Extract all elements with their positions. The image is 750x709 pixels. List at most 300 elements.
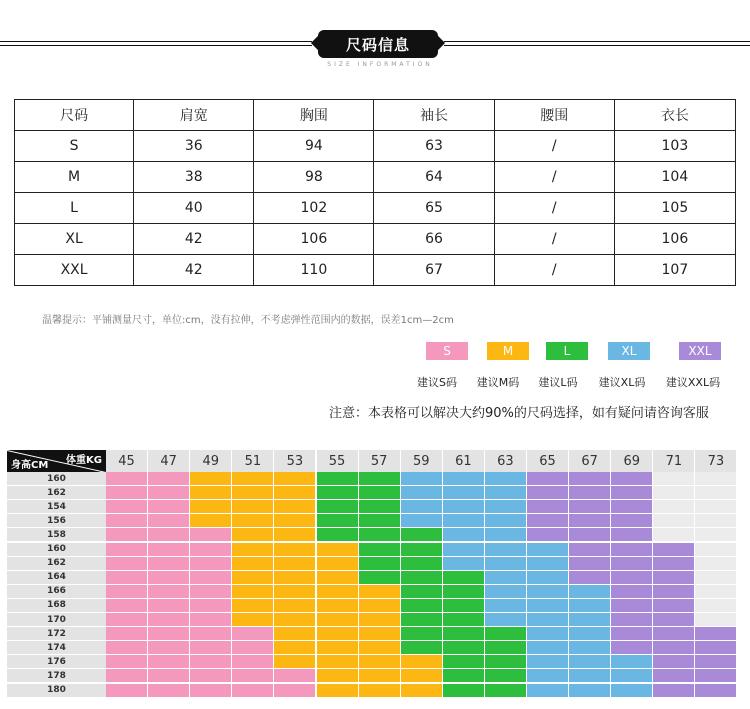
grid-cell-xxl	[569, 571, 611, 585]
weight-header: 55	[317, 450, 359, 472]
grid-cell-m	[317, 641, 359, 655]
grid-cell-s	[148, 655, 190, 669]
weight-header: 51	[232, 450, 274, 472]
grid-cell-l	[443, 684, 485, 698]
grid-cell-empty	[695, 514, 737, 528]
grid-cell-m	[317, 557, 359, 571]
grid-cell-l	[317, 514, 359, 528]
grid-cell-l	[443, 669, 485, 683]
grid-cell-xl	[527, 585, 569, 599]
grid-cell-xl	[485, 486, 527, 500]
grid-cell-s	[190, 684, 232, 698]
grid-cell-s	[232, 684, 274, 698]
height-header: 174	[7, 641, 106, 655]
grid-cell-l	[359, 528, 401, 542]
grid-cell-s	[148, 627, 190, 641]
table-cell: XL	[15, 224, 134, 255]
grid-cell-l	[317, 500, 359, 514]
height-header: 180	[7, 684, 106, 698]
grid-cell-xl	[569, 599, 611, 613]
table-cell: 103	[614, 131, 735, 162]
grid-cell-xl	[569, 627, 611, 641]
grid-cell-m	[232, 585, 274, 599]
grid-cell-xl	[527, 543, 569, 557]
grid-cell-m	[359, 613, 401, 627]
grid-cell-xxl	[611, 514, 653, 528]
weight-header: 53	[274, 450, 316, 472]
height-header: 176	[7, 655, 106, 669]
header-cell: 胸围	[254, 100, 374, 131]
accuracy-note: 注意：本表格可以解决大约90%的尺码选择，如有疑问请咨询客服	[329, 406, 709, 421]
table-cell: L	[15, 193, 134, 224]
grid-cell-m	[359, 684, 401, 698]
grid-cell-m	[317, 627, 359, 641]
grid-cell-s	[148, 472, 190, 486]
table-cell: 67	[374, 255, 494, 286]
grid-cell-m	[317, 655, 359, 669]
grid-cell-m	[317, 571, 359, 585]
grid-cell-xl	[569, 669, 611, 683]
grid-cell-m	[274, 543, 316, 557]
grid-cell-xl	[527, 684, 569, 698]
grid-cell-empty	[695, 571, 737, 585]
grid-cell-l	[401, 543, 443, 557]
grid-cell-s	[190, 641, 232, 655]
grid-cell-xxl	[611, 641, 653, 655]
grid-cell-xl	[485, 528, 527, 542]
grid-cell-empty	[653, 500, 695, 514]
grid-cell-s	[190, 627, 232, 641]
grid-cell-m	[274, 655, 316, 669]
grid-cell-xl	[485, 543, 527, 557]
grid-cell-m	[274, 627, 316, 641]
grid-cell-s	[106, 613, 148, 627]
table-cell: S	[15, 131, 134, 162]
grid-cell-xxl	[653, 543, 695, 557]
grid-cell-s	[190, 655, 232, 669]
grid-cell-s	[148, 613, 190, 627]
grid-cell-xxl	[653, 655, 695, 669]
grid-cell-xxl	[695, 669, 737, 683]
table-row	[15, 131, 736, 162]
grid-cell-m	[232, 486, 274, 500]
grid-cell-xl	[443, 557, 485, 571]
grid-cell-l	[401, 571, 443, 585]
grid-cell-l	[485, 684, 527, 698]
grid-cell-m	[232, 571, 274, 585]
table-cell: 104	[614, 162, 735, 193]
grid-cell-l	[359, 514, 401, 528]
height-header: 162	[7, 486, 106, 500]
table-row	[15, 162, 736, 193]
grid-cell-xl	[401, 500, 443, 514]
grid-cell-xxl	[527, 472, 569, 486]
grid-cell-m	[359, 669, 401, 683]
grid-cell-l	[443, 571, 485, 585]
grid-cell-xxl	[653, 599, 695, 613]
grid-cell-m	[190, 472, 232, 486]
grid-cell-xxl	[611, 557, 653, 571]
grid-cell-xxl	[653, 613, 695, 627]
grid-cell-s	[148, 543, 190, 557]
grid-cell-xxl	[653, 669, 695, 683]
grid-cell-m	[232, 599, 274, 613]
grid-cell-xl	[527, 571, 569, 585]
grid-cell-xl	[443, 472, 485, 486]
grid-cell-l	[443, 613, 485, 627]
grid-cell-xl	[527, 599, 569, 613]
grid-cell-xxl	[653, 571, 695, 585]
size-table-header	[15, 100, 736, 131]
grid-cell-xl	[485, 585, 527, 599]
grid-cell-l	[401, 528, 443, 542]
grid-cell-empty	[695, 500, 737, 514]
height-header: 164	[7, 571, 106, 585]
grid-cell-s	[148, 684, 190, 698]
grid-cell-xxl	[527, 486, 569, 500]
grid-cell-l	[443, 641, 485, 655]
grid-cell-m	[232, 528, 274, 542]
table-cell: 66	[374, 224, 494, 255]
grid-cell-xl	[611, 669, 653, 683]
height-header: 166	[7, 585, 106, 599]
grid-cell-m	[190, 486, 232, 500]
grid-cell-s	[232, 627, 274, 641]
grid-cell-m	[274, 599, 316, 613]
grid-cell-s	[190, 613, 232, 627]
grid-cell-xxl	[611, 585, 653, 599]
grid-cell-empty	[695, 528, 737, 542]
grid-cell-s	[106, 571, 148, 585]
grid-cell-xl	[485, 557, 527, 571]
grid-cell-m	[190, 514, 232, 528]
grid-cell-xl	[401, 514, 443, 528]
grid-cell-xl	[527, 655, 569, 669]
height-header: 172	[7, 627, 106, 641]
height-header: 156	[7, 514, 106, 528]
grid-cell-l	[443, 599, 485, 613]
table-cell: /	[494, 193, 614, 224]
grid-cell-m	[359, 599, 401, 613]
table-cell: 105	[614, 193, 735, 224]
weight-header: 59	[401, 450, 443, 472]
legend-label-xxl: 建议XXL码	[665, 376, 721, 389]
grid-cell-l	[401, 585, 443, 599]
grid-cell-xl	[569, 613, 611, 627]
legend-swatch-l: L	[546, 342, 588, 360]
grid-cell-s	[190, 528, 232, 542]
grid-cell-xl	[443, 514, 485, 528]
header-cell: 腰围	[494, 100, 614, 131]
grid-cell-xl	[527, 627, 569, 641]
table-cell: 65	[374, 193, 494, 224]
grid-cell-s	[274, 669, 316, 683]
table-cell: 42	[134, 224, 254, 255]
grid-cell-empty	[653, 486, 695, 500]
grid-cell-l	[359, 472, 401, 486]
header-cell: 肩宽	[134, 100, 254, 131]
grid-cell-m	[317, 669, 359, 683]
header-line-right	[444, 41, 750, 46]
grid-cell-m	[317, 543, 359, 557]
grid-cell-s	[106, 585, 148, 599]
grid-cell-s	[106, 543, 148, 557]
grid-corner	[7, 450, 106, 472]
grid-cell-s	[232, 669, 274, 683]
grid-cell-xxl	[653, 585, 695, 599]
grid-cell-xl	[527, 669, 569, 683]
grid-cell-xxl	[653, 684, 695, 698]
grid-cell-s	[106, 500, 148, 514]
weight-axis-label: 体重KG	[66, 455, 102, 466]
grid-cell-s	[190, 585, 232, 599]
grid-cell-empty	[653, 514, 695, 528]
grid-cell-s	[148, 641, 190, 655]
grid-cell-m	[401, 655, 443, 669]
grid-cell-s	[190, 571, 232, 585]
grid-cell-xxl	[611, 627, 653, 641]
table-cell: 64	[374, 162, 494, 193]
grid-cell-m	[232, 514, 274, 528]
grid-cell-xl	[527, 641, 569, 655]
table-cell: 106	[254, 224, 374, 255]
weight-header: 45	[106, 450, 148, 472]
grid-cell-s	[106, 528, 148, 542]
legend-swatch-xl: XL	[608, 342, 650, 360]
grid-cell-empty	[695, 486, 737, 500]
section-subtitle: SIZE INFORMATION	[327, 61, 433, 68]
grid-cell-xxl	[611, 472, 653, 486]
table-cell: /	[494, 162, 614, 193]
grid-cell-m	[274, 486, 316, 500]
grid-cell-s	[148, 599, 190, 613]
grid-cell-xxl	[695, 655, 737, 669]
grid-cell-empty	[695, 585, 737, 599]
grid-cell-s	[232, 655, 274, 669]
grid-cell-m	[359, 655, 401, 669]
height-axis-label: 身高CM	[11, 460, 49, 471]
grid-cell-s	[106, 627, 148, 641]
grid-cell-xl	[401, 486, 443, 500]
legend-label-m: 建议M码	[476, 376, 520, 389]
grid-cell-l	[359, 543, 401, 557]
grid-cell-xl	[611, 684, 653, 698]
grid-cell-l	[401, 613, 443, 627]
table-cell: 36	[134, 131, 254, 162]
grid-cell-m	[274, 528, 316, 542]
grid-cell-s	[148, 514, 190, 528]
grid-cell-m	[274, 500, 316, 514]
size-table	[14, 99, 736, 286]
grid-cell-s	[190, 557, 232, 571]
table-row	[15, 193, 736, 224]
weight-header: 71	[653, 450, 695, 472]
weight-header: 73	[695, 450, 737, 472]
grid-cell-xl	[485, 613, 527, 627]
weight-header: 61	[443, 450, 485, 472]
weight-header: 67	[569, 450, 611, 472]
grid-cell-s	[148, 486, 190, 500]
grid-cell-l	[359, 571, 401, 585]
grid-cell-m	[274, 613, 316, 627]
grid-cell-xxl	[611, 543, 653, 557]
grid-cell-xl	[485, 514, 527, 528]
legend-swatch-xxl: XXL	[679, 342, 721, 360]
grid-cell-m	[317, 599, 359, 613]
grid-cell-s	[106, 486, 148, 500]
grid-cell-s	[106, 472, 148, 486]
grid-cell-m	[232, 613, 274, 627]
grid-cell-empty	[695, 472, 737, 486]
grid-cell-m	[274, 585, 316, 599]
grid-cell-xxl	[653, 557, 695, 571]
weight-header: 49	[190, 450, 232, 472]
grid-cell-xxl	[569, 472, 611, 486]
table-cell: 38	[134, 162, 254, 193]
grid-cell-xxl	[569, 528, 611, 542]
grid-cell-xl	[443, 543, 485, 557]
grid-cell-m	[274, 557, 316, 571]
height-header: 160	[7, 543, 106, 557]
table-cell: 102	[254, 193, 374, 224]
grid-cell-s	[274, 684, 316, 698]
height-header: 162	[7, 557, 106, 571]
legend-swatch-m: M	[487, 342, 529, 360]
height-header: 170	[7, 613, 106, 627]
grid-cell-xl	[527, 557, 569, 571]
grid-cell-m	[401, 684, 443, 698]
grid-cell-m	[232, 500, 274, 514]
table-cell: /	[494, 224, 614, 255]
height-header: 158	[7, 528, 106, 542]
weight-header: 65	[527, 450, 569, 472]
height-header: 160	[7, 472, 106, 486]
grid-cell-s	[106, 599, 148, 613]
grid-cell-s	[232, 641, 274, 655]
grid-cell-m	[359, 627, 401, 641]
grid-cell-s	[106, 684, 148, 698]
grid-cell-empty	[695, 543, 737, 557]
table-cell: XXL	[15, 255, 134, 286]
grid-cell-xl	[443, 500, 485, 514]
grid-cell-s	[148, 500, 190, 514]
header-line-left	[0, 41, 312, 46]
grid-cell-s	[106, 514, 148, 528]
grid-cell-s	[106, 655, 148, 669]
header-cell: 尺码	[15, 100, 134, 131]
grid-cell-l	[401, 599, 443, 613]
grid-cell-l	[359, 486, 401, 500]
grid-cell-xxl	[611, 486, 653, 500]
grid-cell-xxl	[569, 500, 611, 514]
table-cell: /	[494, 255, 614, 286]
grid-cell-m	[317, 613, 359, 627]
grid-cell-m	[232, 557, 274, 571]
table-cell: 110	[254, 255, 374, 286]
grid-cell-xxl	[611, 613, 653, 627]
grid-cell-s	[148, 669, 190, 683]
section-title: 尺码信息	[318, 30, 438, 58]
table-row	[15, 224, 736, 255]
grid-cell-l	[443, 627, 485, 641]
grid-cell-xl	[527, 613, 569, 627]
grid-cell-s	[190, 543, 232, 557]
grid-cell-m	[274, 641, 316, 655]
grid-cell-xl	[485, 472, 527, 486]
table-cell: 107	[614, 255, 735, 286]
legend-label-xl: 建议XL码	[598, 376, 646, 389]
grid-cell-xxl	[527, 528, 569, 542]
grid-cell-s	[190, 669, 232, 683]
grid-cell-xxl	[611, 528, 653, 542]
grid-cell-m	[190, 500, 232, 514]
grid-cell-xxl	[653, 627, 695, 641]
grid-cell-m	[232, 543, 274, 557]
grid-cell-m	[274, 472, 316, 486]
header-cell: 衣长	[614, 100, 735, 131]
weight-header: 63	[485, 450, 527, 472]
grid-cell-l	[485, 627, 527, 641]
grid-cell-m	[359, 585, 401, 599]
grid-cell-l	[317, 486, 359, 500]
grid-cell-xxl	[695, 641, 737, 655]
grid-cell-xxl	[569, 486, 611, 500]
grid-cell-s	[106, 669, 148, 683]
grid-cell-xl	[569, 655, 611, 669]
grid-cell-l	[485, 655, 527, 669]
grid-cell-empty	[695, 557, 737, 571]
grid-cell-s	[190, 599, 232, 613]
grid-cell-xxl	[569, 514, 611, 528]
table-cell: 40	[134, 193, 254, 224]
grid-cell-xl	[401, 472, 443, 486]
grid-cell-empty	[653, 472, 695, 486]
table-cell: 106	[614, 224, 735, 255]
height-header: 154	[7, 500, 106, 514]
grid-cell-s	[148, 571, 190, 585]
grid-cell-xl	[569, 585, 611, 599]
grid-cell-l	[485, 641, 527, 655]
weight-header: 57	[359, 450, 401, 472]
table-cell: 94	[254, 131, 374, 162]
grid-cell-xxl	[611, 500, 653, 514]
measurement-tip: 温馨提示：平铺测量尺寸，单位:cm，没有拉伸，不考虑弹性范围内的数据，误差1cm—2cm	[42, 315, 454, 326]
grid-cell-l	[485, 669, 527, 683]
table-cell: /	[494, 131, 614, 162]
grid-cell-xxl	[527, 500, 569, 514]
weight-header: 47	[148, 450, 190, 472]
grid-cell-xxl	[611, 571, 653, 585]
grid-cell-empty	[653, 528, 695, 542]
grid-cell-xxl	[569, 557, 611, 571]
legend-label-l: 建议L码	[538, 376, 578, 389]
grid-cell-xl	[485, 500, 527, 514]
grid-cell-xl	[569, 641, 611, 655]
grid-cell-l	[401, 641, 443, 655]
grid-cell-xxl	[527, 514, 569, 528]
height-header: 178	[7, 669, 106, 683]
grid-cell-m	[317, 684, 359, 698]
grid-cell-m	[359, 641, 401, 655]
height-header: 168	[7, 599, 106, 613]
grid-cell-l	[317, 528, 359, 542]
grid-cell-xxl	[653, 641, 695, 655]
grid-cell-xl	[611, 655, 653, 669]
grid-cell-l	[401, 557, 443, 571]
grid-cell-l	[401, 627, 443, 641]
grid-cell-xl	[485, 599, 527, 613]
grid-cell-s	[148, 528, 190, 542]
